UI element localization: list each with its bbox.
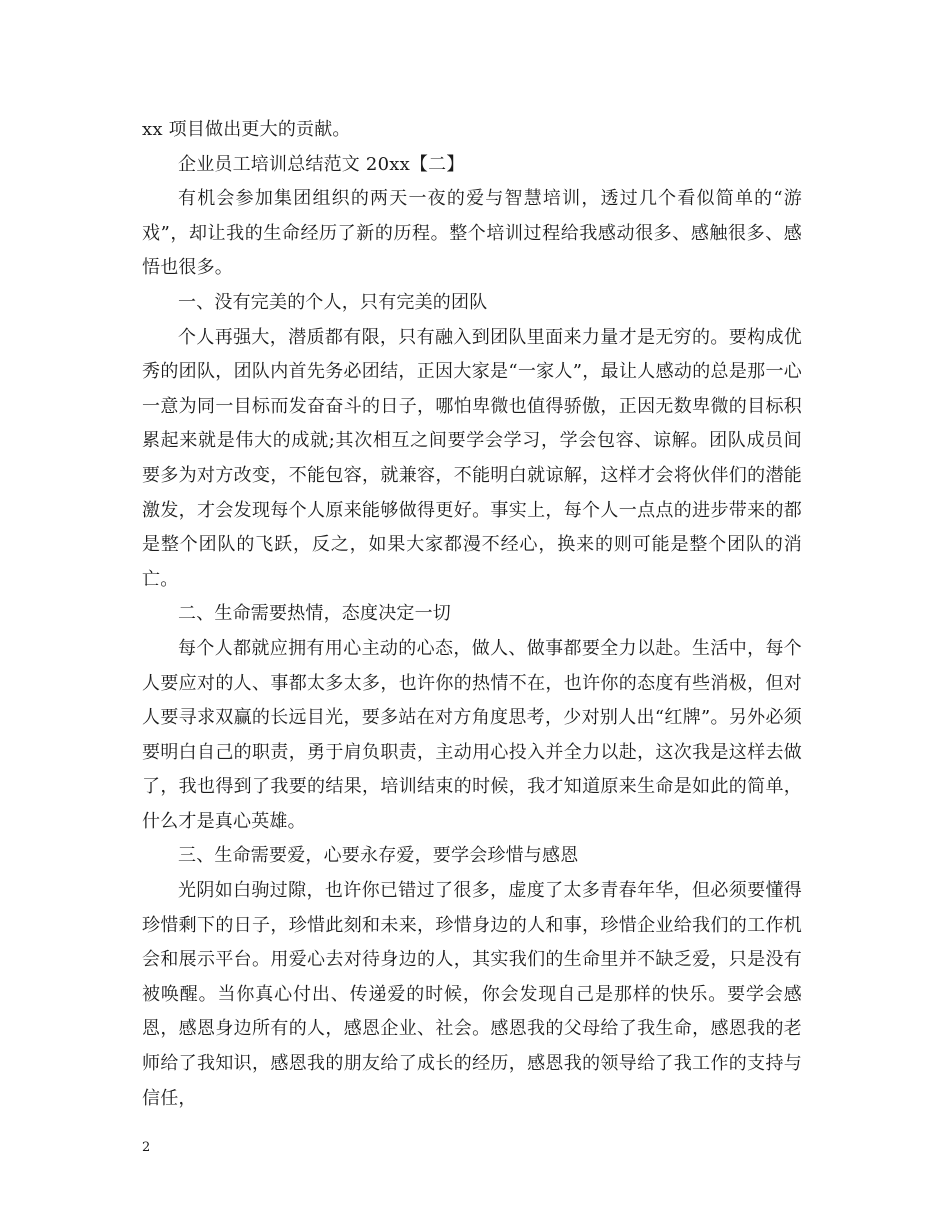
document-body: [142, 113, 802, 1116]
paragraph-gratitude: 光阴如白驹过隙，也许你已错过了很多，虚度了太多青春年华，但必须要懂得珍惜剩下的日子，珍惜此刻和未来，珍惜身边的人和事，珍惜企业给我们的工作机会和展示平台。用爱心去对待身边的人，其实我们的生命里并不缺乏爱，只是没有被唤醒。当你真心付出、传递爱的时候，你会发现自己是那样的快乐。要学会感恩，感恩身边所有的人，感恩企业、社会。感恩我的父母给了我生命，感恩我的老师给了我知识，感恩我的朋友给了成长的经历，感恩我的领导给了我工作的支持与信任，: [142, 880, 802, 1109]
heading-three: 三、生命需要爱，心要永存爱，要学会珍惜与感恩: [178, 845, 579, 867]
paragraph-passion: 每个人都就应拥有用心主动的心态，做人、做事都要全力以赴。生活中，每个人要应对的人、事都太多太多，也许你的热情不在，也许你的态度有些消极，但对人要寻求双赢的长远目光，要多站在对方角度思考，少对别人出“红牌”。另外必须要明白自己的职责，勇于肩负职责，主动用心投入并全力以赴，这次我是这样去做了，我也得到了我要的结果，培训结束的时候，我才知道原来生命是如此的简单，什么才是真心英雄。: [142, 637, 802, 832]
paragraph-intro: 有机会参加集团组织的两天一夜的爱与智慧培训，透过几个看似简单的“游戏”，却让我的生命经历了新的历程。整个培训过程给我感动很多、感触很多、感悟也很多。: [142, 188, 802, 279]
section-title: 企业员工培训总结范文 20xx【二】: [178, 153, 465, 175]
paragraph-team: 个人再强大，潜质都有限，只有融入到团队里面来力量才是无穷的。要构成优秀的团队，团队内首先务必团结，正因大家是“一家人”，最让人感动的总是那一心一意为同一目标而发奋奋斗的日子，哪怕卑微也值得骄傲，正因无数卑微的目标积累起来就是伟大的成就;其次相互之间要学会学习，学会包容、谅解。团队成员间要多为对方改变，不能包容，就兼容，不能明白就谅解，这样才会将伙伴们的潜能激发，才会发现每个人原来能够做得更好。事实上，每个人一点点的进步带来的都是整个团队的飞跃，反之，如果大家都漫不经心，换来的则可能是整个团队的消亡。: [142, 326, 802, 590]
heading-one: 一、没有完美的个人，只有完美的团队: [178, 291, 488, 313]
paragraph-continuation: xx 项目做出更大的贡献。: [142, 119, 351, 140]
page-number: 2: [142, 1140, 151, 1155]
heading-two: 二、生命需要热情，态度决定一切: [178, 603, 451, 625]
